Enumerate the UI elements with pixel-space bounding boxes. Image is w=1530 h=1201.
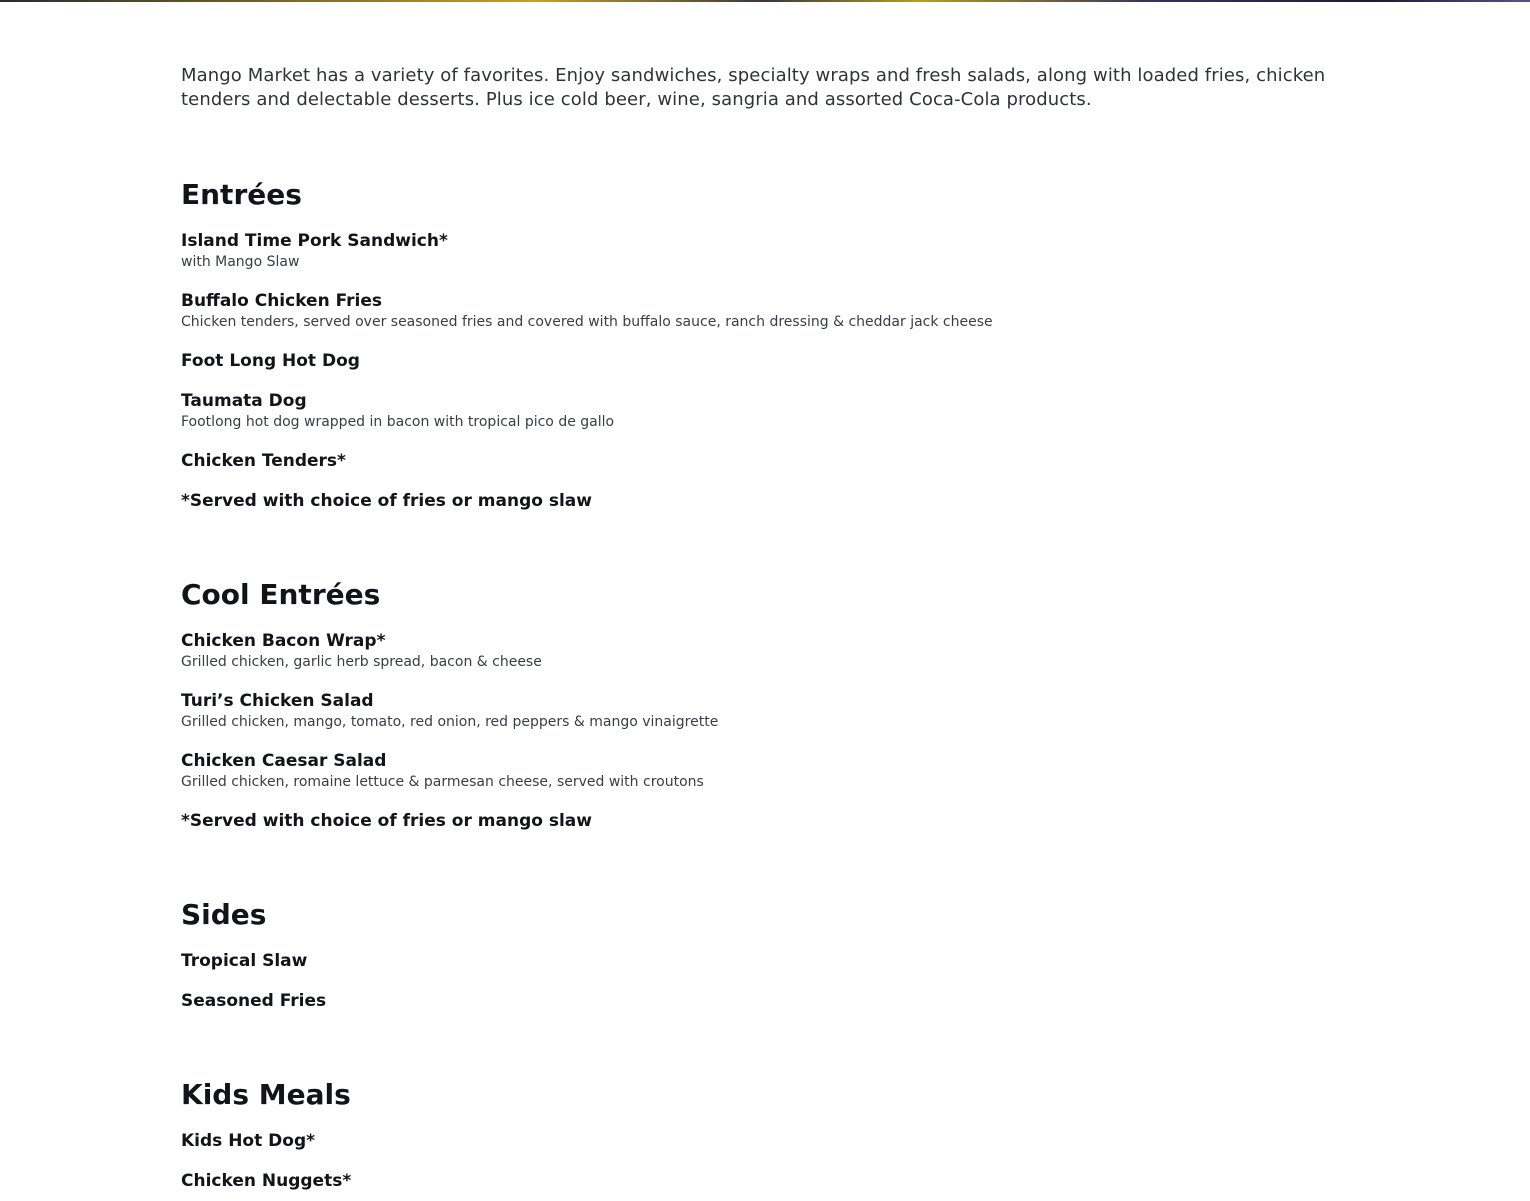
menu-item	[181, 950, 307, 972]
item-description: Grilled chicken, mango, tomato, red onion, red peppers & mango vinaigrette	[181, 714, 719, 730]
item-name: Chicken Caesar Salad	[181, 751, 387, 771]
menu-item	[181, 690, 718, 731]
menu-item	[181, 450, 346, 472]
item-description: Footlong hot dog wrapped in bacon with tropical pico de gallo	[181, 414, 615, 430]
item-name: Island Time Pork Sandwich*	[181, 231, 448, 251]
served-with-note: *Served with choice of fries or mango slaw	[181, 811, 592, 831]
menu-item	[181, 230, 448, 271]
section-title-cool-entrees: Cool Entrées	[181, 578, 381, 611]
menu-item	[181, 630, 542, 671]
menu-item	[181, 990, 326, 1012]
item-name: Chicken Bacon Wrap*	[181, 631, 386, 651]
served-with-note: *Served with choice of fries or mango slaw	[181, 491, 592, 511]
item-name: Chicken Nuggets*	[181, 1171, 352, 1191]
item-name: Kids Hot Dog*	[181, 1131, 316, 1151]
item-description: Chicken tenders, served over seasoned fries and covered with buffalo sauce, ranch dressing & cheddar jack cheese	[181, 314, 993, 330]
item-name: Taumata Dog	[181, 391, 307, 411]
item-name: Buffalo Chicken Fries	[181, 291, 382, 311]
section-title-sides: Sides	[181, 898, 267, 931]
item-name: Tropical Slaw	[181, 951, 308, 971]
menu-item	[181, 750, 704, 791]
item-description: Grilled chicken, romaine lettuce & parmesan cheese, served with croutons	[181, 774, 704, 790]
section-title-entrees: Entrées	[181, 178, 302, 211]
item-name: Chicken Tenders*	[181, 451, 346, 471]
item-description: with Mango Slaw	[181, 254, 300, 270]
menu-item	[181, 1130, 315, 1152]
section-title-kids-meals: Kids Meals	[181, 1078, 351, 1111]
menu-item	[181, 290, 993, 331]
menu-item	[181, 390, 614, 431]
item-description: Grilled chicken, garlic herb spread, bacon & cheese	[181, 654, 542, 670]
menu-item	[181, 350, 360, 372]
intro-text: Mango Market has a variety of favorites. Enjoy sandwiches, specialty wraps and fresh salads, along with loaded fries, chicken tenders and delectable desserts. Plus ice cold beer, wine, sangria and assorted Coca-Cola products.	[181, 65, 1326, 110]
item-name: Seasoned Fries	[181, 991, 327, 1011]
item-name: Turi’s Chicken Salad	[181, 691, 374, 711]
top-decorative-strip	[0, 0, 1530, 2]
menu-item	[181, 1170, 351, 1192]
item-name: Foot Long Hot Dog	[181, 351, 360, 371]
